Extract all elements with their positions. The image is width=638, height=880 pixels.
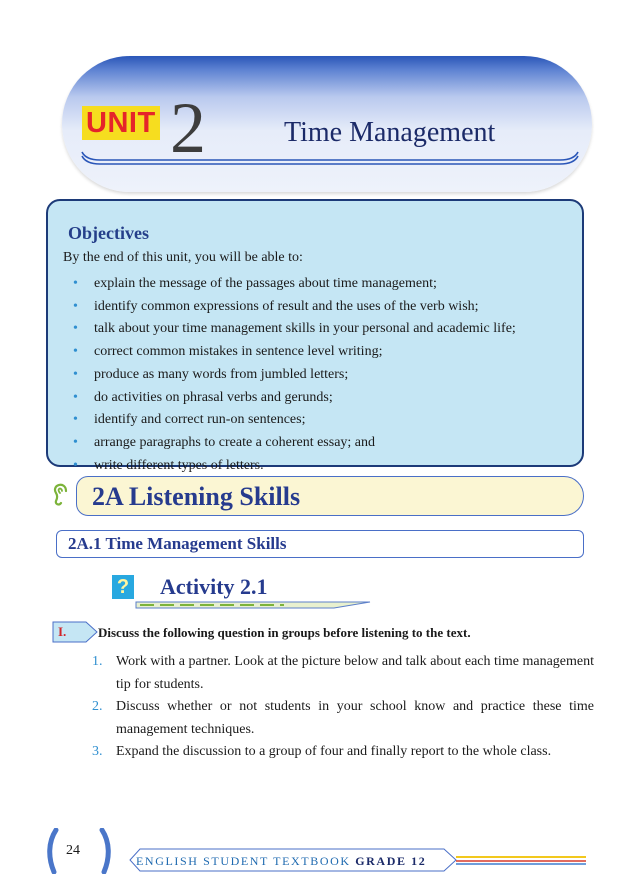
objectives-list bbox=[68, 273, 516, 477]
task-text: Work with a partner. Look at the picture below and talk about each time management tip for students. bbox=[116, 654, 594, 692]
task-item bbox=[88, 696, 594, 741]
objective-item bbox=[68, 455, 516, 478]
objective-item bbox=[68, 296, 516, 319]
instruction-text: Discuss the following question in groups before listening to the text. bbox=[98, 625, 471, 640]
objective-item bbox=[68, 364, 516, 387]
grade-label: GRADE 12 bbox=[355, 854, 427, 868]
bullet-icon: • bbox=[73, 298, 78, 314]
objective-text: explain the message of the passages about time management; bbox=[94, 276, 437, 291]
objective-text: correct common mistakes in sentence level writing; bbox=[94, 344, 383, 360]
objective-text: identify common expressions of result and the uses of the verb wish; bbox=[94, 298, 479, 314]
objective-text: identify and correct run-on sentences; bbox=[94, 412, 306, 428]
banner-underline bbox=[80, 150, 580, 168]
bullet-icon: • bbox=[73, 344, 78, 360]
bullet-icon: • bbox=[73, 276, 78, 291]
bullet-icon: • bbox=[73, 321, 78, 337]
unit-title: Time Management bbox=[284, 117, 496, 148]
bullet-icon: • bbox=[73, 366, 78, 382]
objective-item bbox=[68, 341, 516, 364]
objective-item bbox=[68, 318, 516, 341]
objective-item bbox=[68, 273, 516, 296]
subheading: 2A.1 Time Management Skills bbox=[68, 534, 287, 553]
task-number: 2. bbox=[92, 699, 103, 714]
task-number: 1. bbox=[92, 654, 103, 669]
bullet-icon: • bbox=[73, 434, 78, 450]
task-number: 3. bbox=[92, 744, 103, 759]
ear-icon bbox=[52, 483, 72, 507]
objective-text: write different types of letters. bbox=[94, 457, 264, 473]
unit-number: 2 bbox=[170, 88, 206, 168]
objective-text: talk about your time management skills in your personal and academic life; bbox=[94, 321, 516, 337]
listening-heading: 2A Listening Skills bbox=[92, 482, 301, 511]
objectives-title: Objectives bbox=[68, 223, 149, 243]
activity-underline bbox=[134, 598, 374, 612]
objective-text: do activities on phrasal verbs and gerunds; bbox=[94, 389, 333, 405]
objective-item bbox=[68, 409, 516, 432]
activity-title: Activity 2.1 bbox=[160, 574, 268, 599]
objective-item bbox=[68, 387, 516, 410]
task-text: Discuss whether or not students in your school know and practice these time management techniques. bbox=[116, 699, 594, 737]
unit-label: UNIT bbox=[82, 106, 160, 140]
question-icon: ? bbox=[112, 575, 134, 599]
task-item bbox=[88, 651, 594, 696]
footer-book-title bbox=[136, 853, 426, 869]
book-title: ENGLISH STUDENT TEXTBOOK bbox=[136, 854, 351, 868]
bullet-icon: • bbox=[73, 412, 78, 428]
task-item bbox=[88, 741, 594, 764]
page-number: 24 bbox=[66, 843, 80, 858]
bullet-icon: • bbox=[73, 389, 78, 405]
task-list bbox=[88, 651, 594, 764]
objective-text: arrange paragraphs to create a coherent essay; and bbox=[94, 434, 376, 450]
bullet-icon: • bbox=[73, 457, 78, 473]
objectives-intro: By the end of this unit, you will be able to: bbox=[63, 250, 303, 265]
task-text: Expand the discussion to a group of four and finally report to the whole class. bbox=[116, 744, 552, 759]
objectives-box bbox=[46, 199, 584, 473]
objective-text: produce as many words from jumbled letters; bbox=[94, 366, 349, 382]
instruction-number: I. bbox=[58, 624, 67, 639]
objective-item bbox=[68, 432, 516, 455]
